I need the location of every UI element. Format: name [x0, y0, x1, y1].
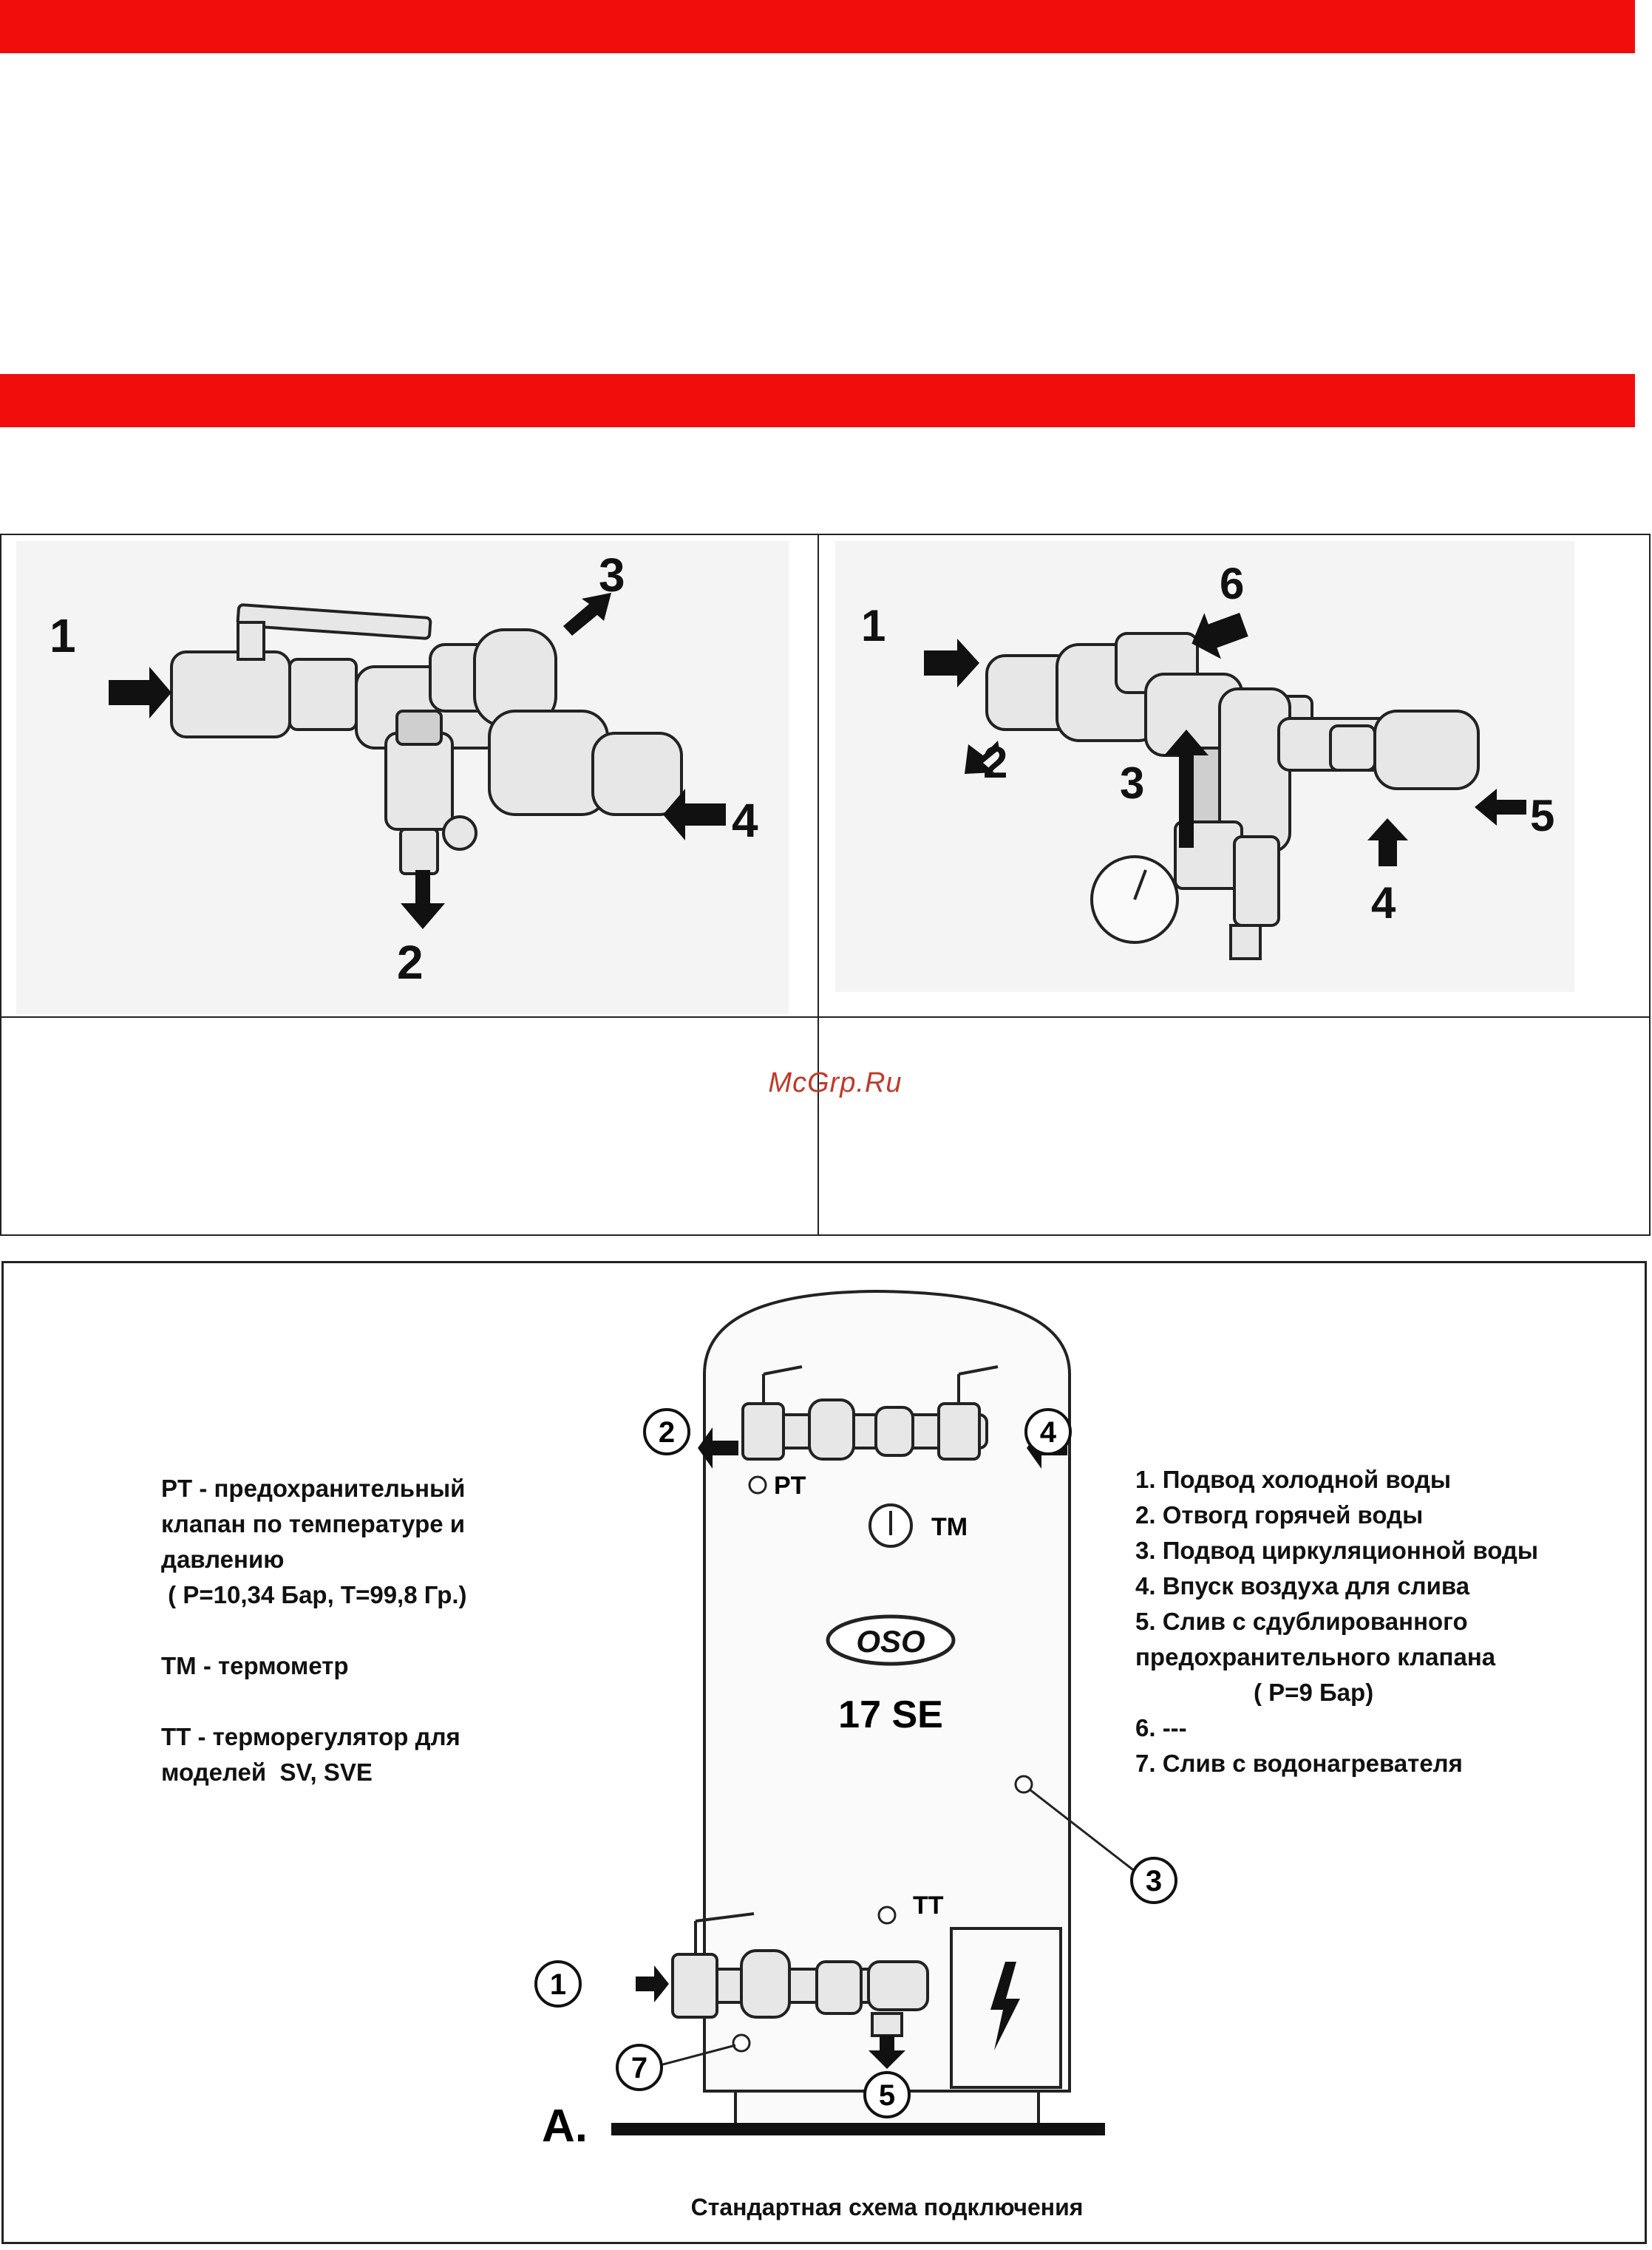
callout-left-3: 3 [599, 548, 625, 602]
section-red-bar [0, 374, 1635, 427]
svg-text:OSO: OSO [856, 1624, 925, 1659]
circled-1: 1 [549, 1968, 567, 2001]
callout-right-4: 4 [1371, 878, 1396, 928]
circled-3: 3 [1145, 1865, 1163, 1897]
callout-right-6: 6 [1220, 559, 1245, 608]
header-red-bar [0, 0, 1635, 53]
legend-left [161, 1471, 575, 1790]
legend-left-line: давлению [161, 1546, 285, 1573]
circled-7: 7 [630, 2052, 648, 2084]
legend-right-line: ( P=9 Бар) [1254, 1679, 1374, 1706]
callout-left-1: 1 [50, 609, 76, 662]
label-tm: TM [931, 1513, 968, 1541]
floor-line [611, 2123, 1105, 2135]
valve-kit-photo-left [16, 541, 789, 1014]
legend-right-line: 3. Подвод циркуляционной воды [1135, 1537, 1539, 1564]
legend-right-line: 7. Слив с водонагревателя [1135, 1750, 1463, 1777]
watermark: McGrp.Ru [768, 1067, 903, 1098]
legend-right-line: предохранительного клапана [1135, 1643, 1496, 1670]
circled-2: 2 [658, 1416, 676, 1449]
legend-left-line: ( P=10,34 Бар, T=99,8 Гр.) [161, 1581, 467, 1608]
circled-5: 5 [878, 2079, 896, 2112]
callout-left-4: 4 [732, 794, 758, 847]
legend-left-line: TT - терморегулятор для [161, 1723, 460, 1750]
label-pt: PT [774, 1472, 806, 1500]
legend-right-line: 4. Впуск воздуха для слива [1135, 1572, 1470, 1600]
table-divider-vertical [817, 534, 819, 1236]
legend-right-line: 1. Подвод холодной воды [1135, 1466, 1452, 1493]
legend-left-line: моделей SV, SVE [161, 1758, 373, 1786]
legend-right [1135, 1462, 1638, 1781]
callout-right-2: 2 [983, 738, 1008, 787]
section-label: A. [542, 2101, 588, 2152]
legend-right-line: 5. Слив с сдублированного [1135, 1608, 1468, 1635]
legend-right-line: 2. Отвогд горячей воды [1135, 1501, 1424, 1529]
legend-right-line: 6. --- [1135, 1714, 1187, 1741]
legend-left-line: TM - термометр [161, 1652, 349, 1679]
label-tt: TT [913, 1892, 944, 1920]
valve-kit-photo-right [835, 541, 1574, 992]
callout-left-2: 2 [397, 936, 424, 989]
table-divider-horizontal [0, 1016, 1651, 1018]
diagram-caption: Стандартная схема подключения [690, 2194, 1084, 2220]
legend-left-line: клапан по температуре и [161, 1510, 466, 1537]
legend-left-line: PT - предохранительный [161, 1475, 466, 1502]
circled-4: 4 [1039, 1416, 1057, 1449]
callout-right-1: 1 [861, 601, 886, 650]
model-label: 17 SE [838, 1693, 943, 1736]
callout-right-5: 5 [1530, 791, 1555, 840]
thermometer-icon [870, 1505, 911, 1546]
brand-logo [828, 1617, 954, 1664]
callout-right-3: 3 [1120, 758, 1145, 808]
